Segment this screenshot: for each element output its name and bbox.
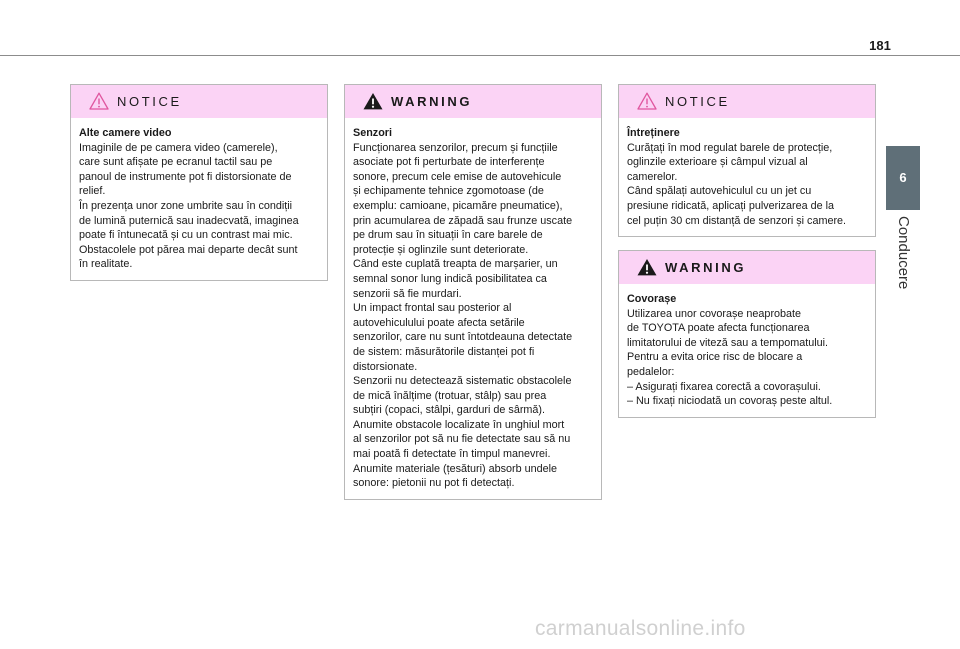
notice-header [619, 85, 875, 118]
notice-box-cameras [70, 84, 328, 281]
notice-heading: Întreținere [627, 127, 680, 139]
notice-header [71, 85, 327, 118]
warning-heading: Covorașe [627, 293, 677, 305]
warning-title: WARNING [391, 94, 473, 109]
warning-filled-icon [637, 258, 657, 276]
notice-body [71, 118, 327, 280]
warning-filled-icon [363, 92, 383, 110]
section-title-label [886, 216, 920, 316]
notice-body [619, 118, 875, 236]
warning-text: Utilizarea unor covorașe neaprobate de TOYOTA poate afecta funcționarea limitatorului de viteză sau a tempomatului. Pentru a evita orice risc de blocare a pedalelor: – Asigurați fixarea corectă a covorașului. – Nu fixați niciodată un covoraș peste altul. [627, 307, 833, 408]
notice-title: NOTICE [117, 94, 182, 109]
section-title: Conducere [895, 216, 912, 290]
watermark-text: carmanualsonline.info [535, 617, 746, 640]
warning-body [345, 118, 601, 499]
warning-box-sensors [344, 84, 602, 500]
warning-header [619, 251, 875, 284]
notice-text: Curățați în mod regulat barele de protecție, oglinzile exterioare și câmpul vizual al camerelor. Când spălați autovehiculul cu un jet cu presiune ridicată, aplicați pulverizarea de la cel puțin 30 cm distanță de senzori și camere. [627, 141, 847, 227]
warning-title: WARNING [665, 260, 747, 275]
notice-box-maintenance [618, 84, 876, 237]
notice-text: Imaginile de pe camera video (camerele), care sunt afișate pe ecranul tactil sau pe panoul de instrumente pot fi distorsionate de relief. În prezența unor zone umbrite sau în condiții de lumină puternică sau inadecvată, imaginea poate fi întunecată și cu un contrast mai mic. Obstacolele pot părea mai departe decât sunt în realitate. [79, 141, 299, 271]
warning-box-floor-mats [618, 250, 876, 418]
page-number: 181 [869, 38, 891, 53]
warning-body [619, 284, 875, 417]
warning-header [345, 85, 601, 118]
warning-text: Funcționarea senzorilor, precum și funcțiile asociate pot fi perturbate de interferențe sonore, precum cele emise de autovehicule și echipamente tehnice zgomotoase (de exemplu: camioane, picamăre pneumatice), prin acumularea de zăpadă sau frunze uscate pe drum sau în situații în care barele de protecție și oglinzile sunt deteriorate. Când este cuplată treapta de marșarier, un semnal sonor lung indică posibilitatea ca senzorii să fie murdari. Un impact frontal sau posterior al autovehiculului poate afecta setările senzorilor, care nu sunt întotdeauna detectate de sistem: măsurătorile distanței pot fi distorsionate. Senzorii nu detectează sistematic obstacolele de mică înălțime (trotuar, stâlp) sau prea subțiri (copaci, stâlpi, garduri de sârmă). Anumite obstacole localizate în unghiul mort al senzorilor pot să nu fie detectate sau să nu mai poată fi detectate în timpul manevrei. Anumite materiale (țesături) absorb undele sonore: pietonii nu pot fi detectați. [353, 141, 573, 490]
top-divider [0, 55, 960, 56]
section-number-tab[interactable]: 6 [886, 146, 920, 210]
warning-heading: Senzori [353, 127, 392, 139]
warning-outline-icon [89, 92, 109, 110]
warning-outline-icon [637, 92, 657, 110]
notice-heading: Alte camere video [79, 127, 172, 139]
notice-title: NOTICE [665, 94, 730, 109]
